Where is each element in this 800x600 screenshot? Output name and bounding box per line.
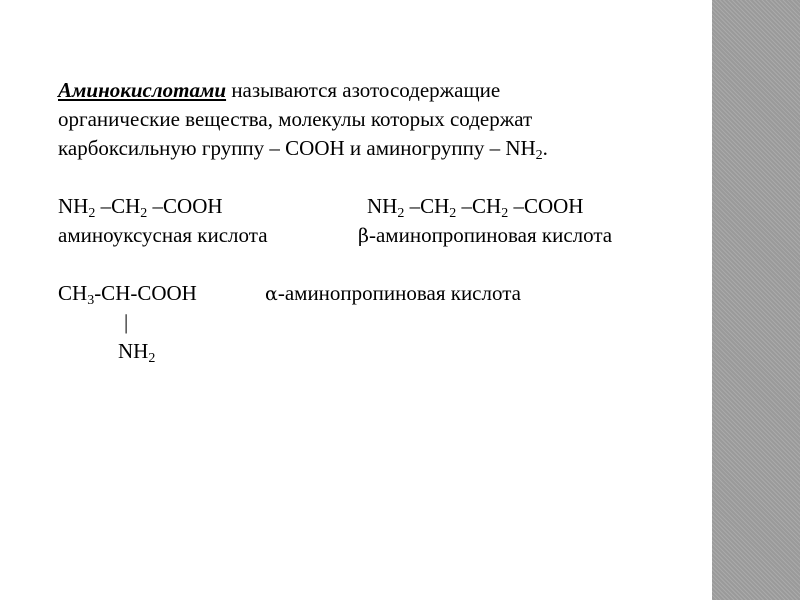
formula-row-1 (58, 192, 698, 221)
definition-paragraph (58, 76, 698, 163)
spacer (58, 250, 698, 279)
formula-row-3 (58, 279, 698, 308)
alpha-alanine-name: α-аминопропиновая кислота (265, 281, 521, 305)
formula-row-5 (58, 337, 698, 366)
slide-content (58, 76, 698, 366)
glycine-name: аминоуксусная кислота (58, 223, 268, 247)
decorative-sidebar (712, 0, 800, 600)
definition-text-2: органические вещества, молекулы которых содержат (58, 107, 533, 131)
glycine-formula: $NH_2$ $-CH_2$ –COOH (58, 194, 223, 221)
definition-text-3: карбоксильную группу – COOH и аминогруппу – NH (58, 136, 536, 160)
formula-row-2 (58, 221, 698, 250)
beta-symbol: β (358, 225, 369, 247)
definition-subscript: 2 (535, 148, 543, 163)
beta-alanine-formula: $NH_2$ $-CH_2$ $-CH_2$ –COOH (367, 194, 584, 221)
alpha-symbol: α (265, 283, 278, 305)
definition-period: . (542, 136, 548, 160)
formula-row-4 (58, 308, 698, 337)
bond-line: | (124, 310, 129, 334)
spacer (58, 163, 698, 192)
definition-term: Аминокислотами (58, 78, 227, 102)
definition-text-1: называются азотосодержащие (226, 78, 501, 102)
alpha-alanine-formula: $CH_3-CH$-COOH (58, 281, 197, 308)
amino-substituent: $NH_2$ (118, 339, 156, 366)
beta-alanine-name: β-аминопропиновая кислота (358, 223, 613, 247)
